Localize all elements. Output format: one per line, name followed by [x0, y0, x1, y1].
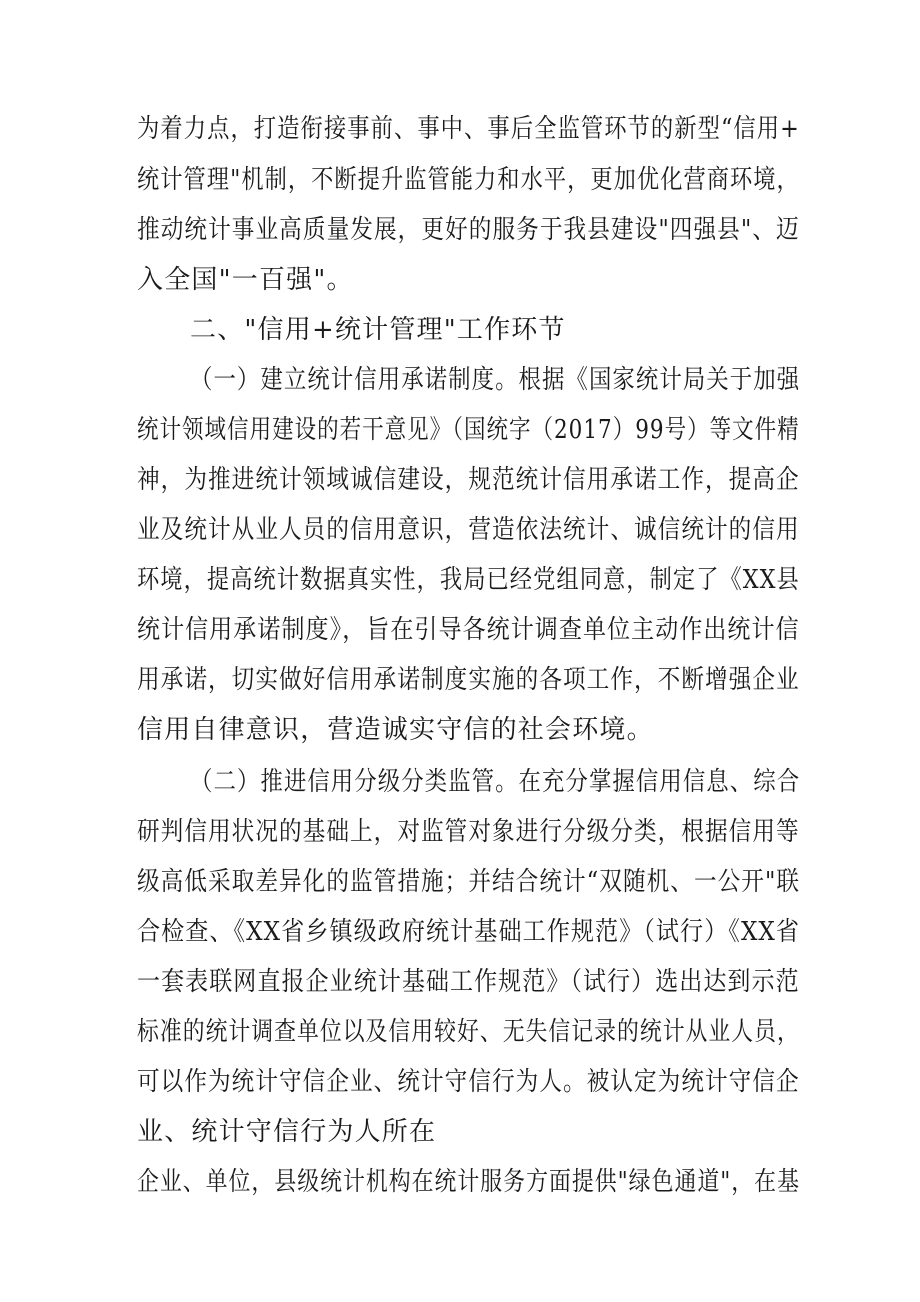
text-line: 神，为推进统计领域诚信建设，规范统计信用承诺工作，提高企	[137, 465, 800, 495]
text-line: 入全国"一百强"。	[137, 265, 354, 295]
text-line: 级高低采取差异化的监管措施；并结合统计“双随机、一公开"联	[137, 867, 801, 897]
paragraph-start: （二）推进信用分级分类监管。在充分掌握信用信息、综合	[190, 767, 801, 797]
section-heading: 二、"信用+统计管理"工作环节	[190, 315, 566, 345]
text-line: 可以作为统计守信企业、统计守信行为人。被认定为统计守信企	[137, 1067, 800, 1097]
text-line: 用承诺，切实做好信用承诺制度实施的各项工作，不断增强企业	[137, 665, 800, 695]
paragraph-start: （一）建立统计信用承诺制度。根据《国家统计局关于加强	[190, 365, 801, 395]
text-line: 信用自律意识，营造诚实守信的社会环境。	[137, 715, 654, 745]
text-line: 一套表联网直报企业统计基础工作规范》（试行）选出达到示范	[137, 967, 800, 997]
text-line: 环境，提高统计数据真实性，我局已经党组同意，制定了《XX县	[137, 565, 800, 595]
text-line: 为着力点，打造衔接事前、事中、事后全监管环节的新型“信用+	[137, 114, 800, 144]
text-line: 合检查、《XX省乡镇级政府统计基础工作规范》（试行）《XX省	[137, 917, 801, 947]
text-line: 业及统计从业人员的信用意识，营造依法统计、诚信统计的信用	[137, 515, 800, 545]
text-line: 标准的统计调查单位以及信用较好、无失信记录的统计从业人员，	[137, 1017, 800, 1047]
text-line: 推动统计事业高质量发展，更好的服务于我县建设"四强县"、迈	[137, 215, 800, 245]
text-line: 业、统计守信行为人所在	[137, 1117, 437, 1147]
text-line: 统计信用承诺制度》，旨在引导各统计调查单位主动作出统计信	[137, 615, 800, 645]
text-line: 统计领域信用建设的若干意见》（国统字（2017）99号）等文件精	[137, 415, 800, 445]
text-line: 统计管理"机制，不断提升监管能力和水平，更加优化营商环境，	[137, 165, 800, 195]
text-line: 研判信用状况的基础上，对监管对象进行分级分类，根据信用等	[137, 817, 800, 847]
text-line: 企业、单位，县级统计机构在统计服务方面提供"绿色通道"，在基	[137, 1167, 800, 1197]
